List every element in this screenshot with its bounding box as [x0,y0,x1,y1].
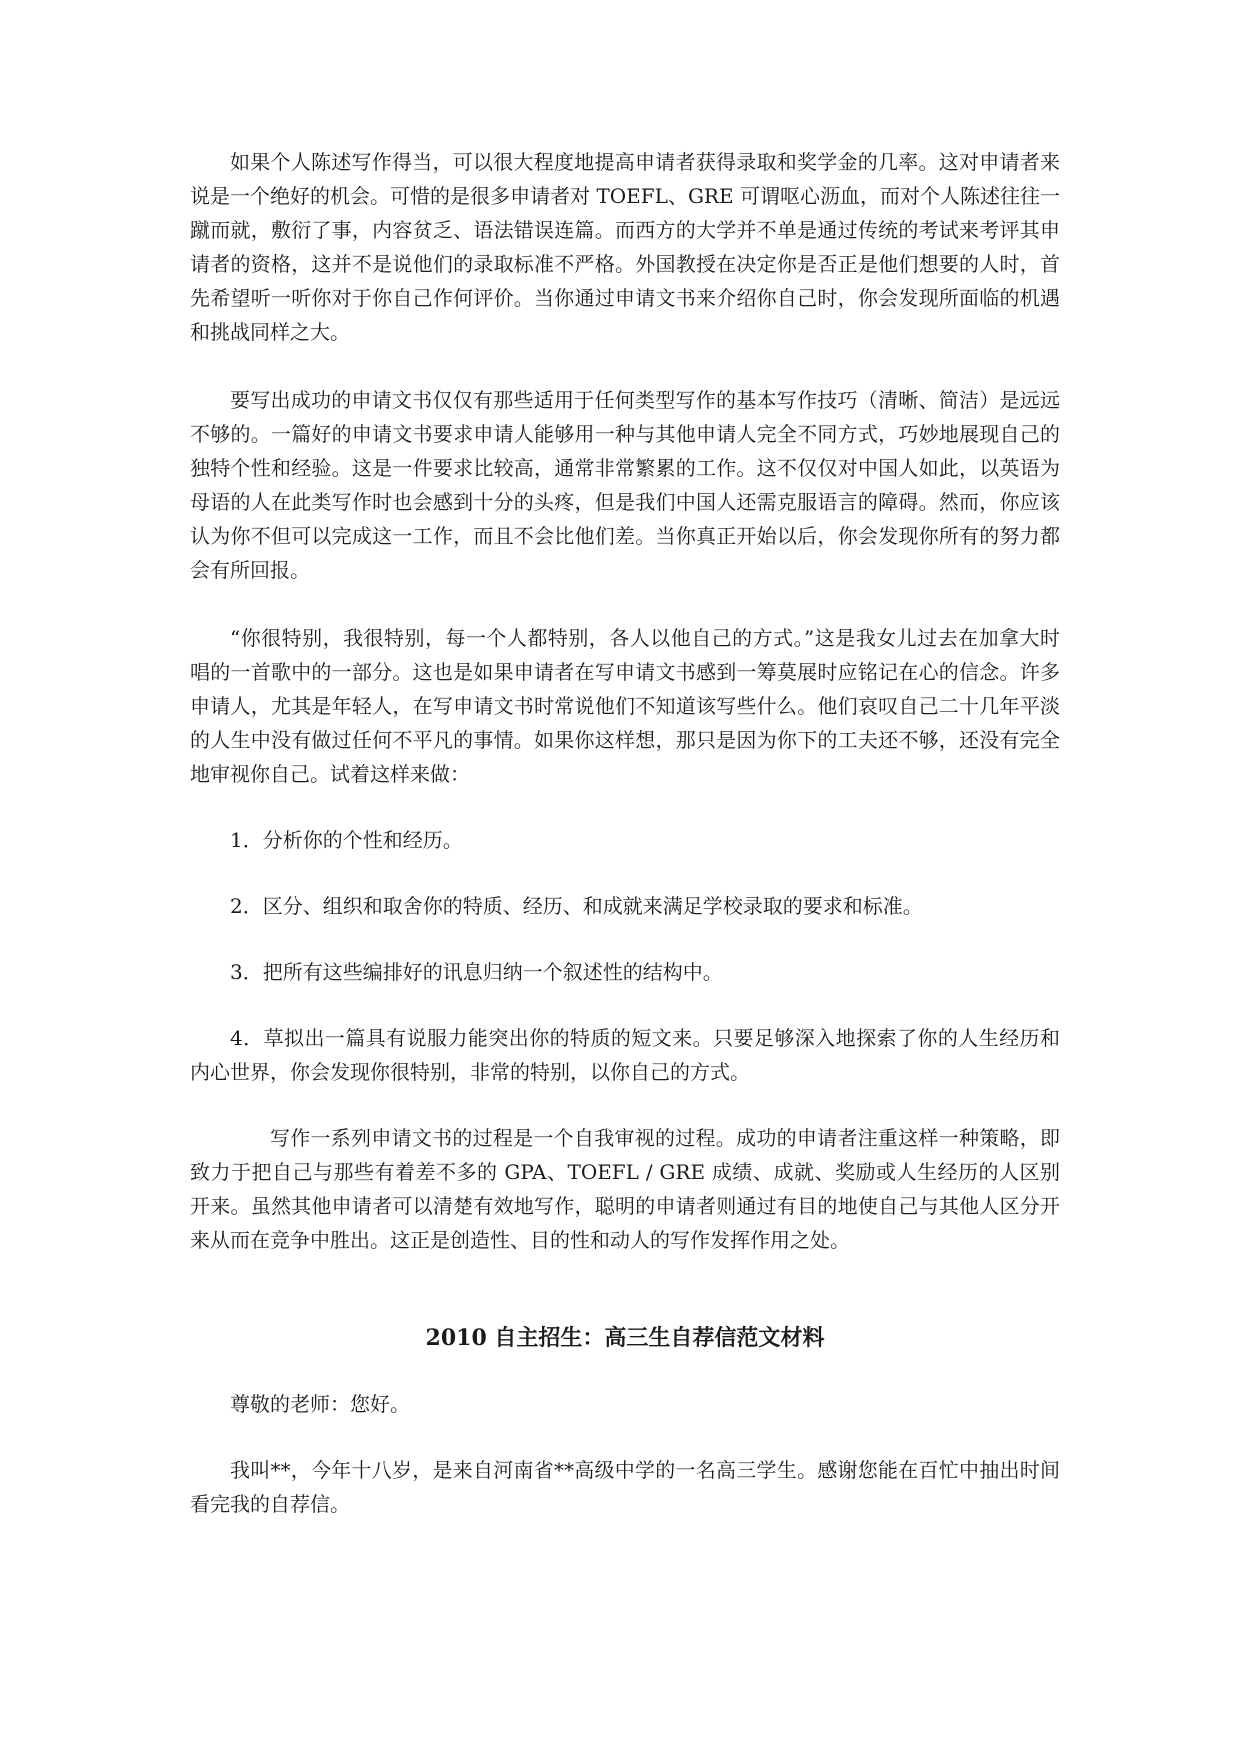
paragraph-personal-statement-importance: 如果个人陈述写作得当，可以很大程度地提高申请者获得录取和奖学金的几率。这对申请者来说是一个绝好的机会。可惜的是很多申请者对 TOEFL、GRE 可谓呕心沥血，而对个人陈述往往一蹴而就，敷衍了事，内容贫乏、语法错误连篇。而西方的大学并不单是通过传统的考试来考评其申请者的资格，这并不是说他们的录取标准不严格。外国教授在决定你是否正是他们想要的人时，首先希望听一听你对于你自己作何评价。当你通过申请文书来介绍你自己时，你会发现所面临的机遇和挑战同样之大。 [190,150,1060,344]
list-item-step-2: 2．区分、组织和取舍你的特质、经历、和成就来满足学校录取的要求和标准。 [230,894,923,918]
letter-greeting: 尊敬的老师：您好。 [230,1392,410,1416]
document-page [190,145,1060,1521]
section-title: 2010 自主招生：高三生自荐信范文材料 [425,1325,825,1351]
paragraph-you-are-special: “你很特别，我很特别，每一个人都特别，各人以他自己的方式。”这是我女儿过去在加拿大时唱的一首歌中的一部分。这也是如果申请者在写申请文书感到一筹莫展时应铭记在心的信念。许多申请人，尤其是年轻人，在写申请文书时常说他们不知道该写些什么。他们哀叹自己二十几年平淡的人生中没有做过任何不平凡的事情。如果你这样想，那只是因为你下的工夫还不够，还没有完全地审视你自己。试着这样来做： [190,626,1060,786]
paragraph-writing-skills: 要写出成功的申请文书仅仅有那些适用于任何类型写作的基本写作技巧（清晰、简洁）是远远不够的。一篇好的申请文书要求申请人能够用一种与其他申请人完全不同方式，巧妙地展现自己的独特个性和经验。这是一件要求比较高，通常非常繁累的工作。这不仅仅对中国人如此，以英语为母语的人在此类写作时也会感到十分的头疼，但是我们中国人还需克服语言的障碍。然而，你应该认为你不但可以完成这一工作，而且不会比他们差。当你真正开始以后，你会发现你所有的努力都会有所回报。 [190,388,1060,582]
list-item-step-3: 3．把所有这些编排好的讯息归纳一个叙述性的结构中。 [230,960,723,984]
list-item-step-4: 4．草拟出一篇具有说服力能突出你的特质的短文来。只要足够深入地探索了你的人生经历和内心世界，你会发现你很特别，非常的特别，以你自己的方式。 [190,1026,1060,1084]
list-item-step-1: 1．分析你的个性和经历。 [230,828,463,852]
paragraph-self-examination: 写作一系列申请文书的过程是一个自我审视的过程。成功的申请者注重这样一种策略，即致力于把自己与那些有着差不多的 GPA、TOEFL / GRE 成绩、成就、奖励或人生经历的人区别开来。虽然其他申请者可以清楚有效地写作，聪明的申请者则通过有目的地使自己与其他人区分开来从而在竞争中胜出。这正是创造性、目的性和动人的写作发挥作用之处。 [190,1126,1060,1252]
letter-intro: 我叫**，今年十八岁，是来自河南省**高级中学的一名高三学生。感谢您能在百忙中抽出时间看完我的自荐信。 [190,1458,1060,1516]
